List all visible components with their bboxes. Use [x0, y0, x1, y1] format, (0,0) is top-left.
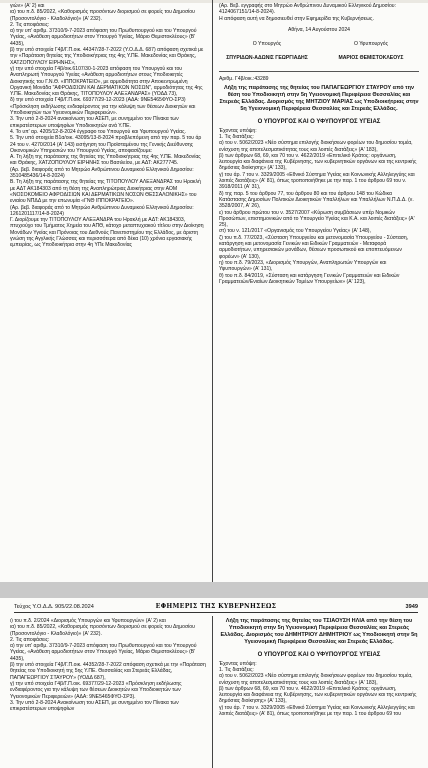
- paragraph: ζ) του π.δ. 77/2023, «Σύσταση Υπουργείου και μετονομασία Υπουργείου - Σύσταση, κατάργηση και μετονομασία Γενικών και Ειδικών Γραμματειών - Μεταφορά αρμοδιοτήτων, υπηρεσιακών μονάδων, θέσεων προσωπικού και εποπτευόμενων φορέων» (Α' 130),: [219, 234, 409, 260]
- paragraph: α) την υπ' αριθμ. 37310/9-7-2023 απόφαση του Πρωθυπουργού και του Υπουργού Υγείας, «Ανάθεση αρμοδιοτήτων στον Υπουργό Υγείας, Μάριο Θεμιστοκλέους» (Β' 4435),: [10, 28, 197, 47]
- issuing-authority: Ο ΥΠΟΥΡΓΟΣ ΚΑΙ Ο ΥΦΥΠΟΥΡΓΟΣ ΥΓΕΙΑΣ: [257, 651, 381, 658]
- paragraph: Γ. Διορίζουμε την ΤΙΤΟΠΟΥΛΟΥ ΑΛΕΞΑΝΔΡΑ του Ηρακλή με ΑΔΤ: ΑΚ184303, πτυχιούχο του Τμήματος Χημεία του ΑΠΘ, κάτοχο μεταπτυχιακού τίτλου στην Διοίκηση Μονάδων Υγείας και Πρόνοιας του Διεθνούς Πανεπιστημίου της Ελλάδος, με άριστη γνώση της Αγγλικής Γλώσσας και περισσότερα από δέκα (10) χρόνια εργασιακής εμπειρίας, ως Υποδιοικήτρια στην 4η ΥΠε Μακεδονίας: [10, 217, 204, 249]
- left-column: [10, 618, 206, 712]
- issuing-authority: Ο ΥΠΟΥΡΓΟΣ ΚΑΙ Ο ΥΦΥΠΟΥΡΓΟΣ ΥΓΕΙΑΣ: [257, 118, 381, 125]
- paragraph: Η απόφαση αυτή να δημοσιευθεί στην Εφημερίδα της Κυβερνήσεως.: [219, 15, 374, 22]
- column-divider: [212, 616, 213, 768]
- paragraph: γ) την υπό στοιχεία Γ4β/οικ.6107/30-1-2023 απόφαση του Υπουργού και του Αναπληρωτή Υπουργού Υγείας «Ανάθεση αρμοδιοτήτων στους Υποδιοικητές Διοικητικής του Γ.Ν.Θ. «ΙΠΠΟΚΡΑΤΕΙΟ», με αρμοδιότητα στην Αποκεντρωμένη Οργανική Μονάδα "ΑΦΡΟΔΙΣΙΩΝ ΚΑΙ ΔΕΡΜΑΤΙΚΩΝ ΝΟΣΩΝ", αρμοδιότητας της 4ης Υ.ΠΕ. Μακεδονίας και Θράκης, ΤΙΤΟΠΟΥΛΟΥ ΑΛΕΞΑΝΔΡΑΣ» (ΥΟΔΔ 73),: [10, 65, 203, 98]
- paragraph: β) την υπό στοιχεία Γ4β/Γ.Π.οικ. 44347/28-7-2022 (Υ.Ο.Δ.Δ. 687) απόφαση σχετικά με την «Παράταση θητείας της Υποδιοικήτριας της 4ης Υ.ΠΕ. Μακεδονίας και Θράκης, ΧΑΤΖΟΠΟΥΛΟΥ ΕΙΡΗΝΗΣ»,: [10, 47, 204, 66]
- decision-number: Αριθμ. Γ4β/οικ.:43289: [219, 75, 269, 82]
- paragraph: θ) του π.δ. 84/2019, «Σύσταση και κατάργηση Γενικών Γραμματειών και Ειδικών Γραμματειών/Ενιαίων Διοικητικών Τομέων Υπουργείων» (Α' 123),: [219, 272, 400, 285]
- paragraph: β) την υπό στοιχεία Γ4β/Γ.Π.οικ. 44352/28-7-2022 απόφαση σχετικά με την «Παράταση θητείας του Υποδιοικητή της 5ης Υ.ΠΕ. Θεσσαλίας και Στερεάς Ελλάδας, ΠΑΠΑΓΕΩΡΓΙΟΥ ΣΤΑΥΡΟΥ» (ΥΟΔΔ 687),: [10, 662, 206, 681]
- paragraph: 1. Τις διατάξεις:: [219, 134, 254, 140]
- paragraph: Β. Τη λήξη της παράτασης της θητείας της ΤΙΤΟΠΟΥΛΟΥ ΑΛΕΞΑΝΔΡΑΣ του Ηρακλή με ΑΔΤ ΑΚ184303 από τη θέση της Αναπληρώτριας Διοικήτριας στην ΑΟΜ «ΝΟΣΟΚΟΜΕΙΟ ΑΦΡΟΔΙΣΙΩΝ ΚΑΙ ΔΕΡΜΑΤΙΚΩΝ ΝΟΣΩΝ ΘΕΣΣΑΛΟΝΙΚΗΣ» του ενιαίου ΝΠΔΔ με την επωνυμία «ΓΝΘ ΙΠΠΟΚΡΑΤΕΙΟ».: [10, 179, 201, 205]
- right-column-body: [219, 128, 419, 285]
- paragraph: 2. Τις αποφάσεις:: [10, 21, 50, 28]
- right-column: [219, 618, 419, 717]
- paragraph: ια) του π.δ. 85/2022, «Καθορισμός προσόντων διορισμού σε φορείς του Δημοσίου (Προσοντολόγιο - Κλαδολόγιο)» (Α' 232).: [10, 9, 195, 22]
- paragraph: β) των άρθρων 68, 69, και 70 του ν. 4622/2019 «Επιτελικό Κράτος: οργάνωση, λειτουργία και διαφάνεια της Κυβέρνησης, των κυβερνητικών οργάνων και της κεντρικής δημόσιας διοίκησης» (Α' 133),: [219, 685, 417, 705]
- paragraph: 3. Την υπό 2-8-2024 Ανακοίνωση του ΑΣΕΠ, με συνημμένο τον Πίνακα των επικρατέστερων υποψηφίων: [10, 699, 179, 713]
- column-divider: [212, 0, 213, 582]
- signature-right-name: ΜΑΡΙΟΣ ΘΕΜΙΣΤΟΚΛΕΟΥΣ: [338, 55, 404, 62]
- paragraph: (Αρ. βεβ. διαφοράς από το Μητρώο Ανθρώπινου Δυναμικού Ελληνικού Δημοσίου: 3510485436/14-8-2024): [10, 166, 194, 180]
- paragraph: α) του ν. 5062/2023 «Νέο σύστημα επιλογής διοικήσεων φορέων του δημοσίου τομέα, ενίσχυση της αποτελεσματικότητας τους και λοιπές διατάξεις» (Α' 183),: [219, 673, 413, 686]
- paragraph: η) του π.δ. 79/2023, «Διορισμός Υπουργών, Αναπληρωτών Υπουργών και Υφυπουργών» (Α' 131),: [219, 259, 387, 273]
- paragraph: ι) του π.δ. 2/2024 «Διορισμός Υπουργών και Υφυπουργών» (Α' 2) και: [10, 618, 166, 624]
- paragraph: ε) του άρθρου πρώτου του ν. 3527/2007 «Κύρωση συμβάσεων υπέρ Νομικών Προσώπων, επιστημονικών από το Υπουργείο Υγείας και Κ.Α. και λοιπές διατάξεις» (Α' 25),: [219, 209, 415, 229]
- paragraph: δ) την υπό στοιχεία Γ4β/Γ.Π.οικ. 69377/29-12-2023 (ΑΔΑ: 9ΝΕ5465ΦΥΟ-ΣΡ3) «Πρόσκληση εκδήλωσης ενδιαφέροντος για την κάλυψη των θέσεων Διοικητών και Υποδιοικητών των Υγειονομικών Περιφερειών».: [10, 97, 196, 117]
- paragraph: ια) του π.δ. 85/2022, «Καθορισμός προσόντων διορισμού σε φορείς του Δημοσίου (Προσοντολόγιο - Κλαδολόγιο)» (Α' 232).: [10, 624, 195, 637]
- paragraph: στ) του ν. 121/2017 «Οργανισμός του Υπουργείου Υγείας» (Α' 148),: [219, 228, 371, 235]
- paragraph: 1. Τις διατάξεις:: [219, 666, 254, 673]
- paragraph: 5. Την υπό στοιχεία Β1α/οικ. 43095/13-8-2024 προβλεπόμενη από την παρ. 5 του άρ 24 του ν. 4270/2014 (Α' 143) εισήγηση του Προϊσταμένου της Γενικής Διεύθυνσης Οικονομικών Υπηρεσιών του Υπουργού Υγείας, αποφασίζουμε:: [10, 135, 202, 154]
- left-column: [10, 3, 206, 249]
- paragraph: Έχοντας υπόψη:: [219, 660, 257, 667]
- decision-title: [219, 618, 419, 646]
- paragraph: γ) την υπό στοιχεία Γ4β/Γ.Π.οικ. 69377/29-12-2023 «Πρόσκληση εκδήλωσης ενδιαφέροντος για την κάλυψη των θέσεων Διοικητών και Υποδιοικητών των Υγειονομικών Περιφερειών» (ΑΔΑ: 9ΝΕ5465ΦΥΟ-ΣΡ3).: [10, 680, 182, 700]
- issue-reference: Τεύχος Υ.Ο.Δ.Δ. 905/22.08.2024: [14, 604, 94, 610]
- gazette-masthead: ΕΦΗΜΕΡΙΣ ΤΗΣ ΚΥΒΕΡΝΗΣΕΩΣ: [155, 603, 277, 610]
- paragraph: (Αρ. Βεβ. εγγραφής στο Μητρώο Ανθρώπινου Δυναμικού Ελληνικού Δημοσίου: 4124067151/14-8-2024).: [219, 3, 396, 16]
- paragraph: γ) του άρ. 7 του ν. 3329/2005 «Εθνικό Σύστημα Υγείας και Κοινωνικής Αλληλεγγύης και λοιπές διατάξεις» (Α' 81), όπως τροποποιήθηκε με την παρ. 1 του άρθρου 69 του ν. 3918/2011 (Α' 31),: [219, 171, 415, 191]
- paragraph: Α. Τη λήξη της παράτασης της θητείας της Υποδιοικήτριας της 4ης Υ.ΠΕ. Μακεδονίας και Θράκης, ΧΑΤΖΟΠΟΥΛΟΥ ΕΙΡΗΝΗΣ του Βασιλείου, με ΑΔΤ: ΑΚ277745.: [10, 154, 201, 167]
- paragraph: γ) του άρ. 7 του ν. 3329/2005 «Εθνικό Σύστημα Υγείας και Κοινωνικής Αλληλεγγύης και λοιπές διατάξεις» (Α' 81), όπως τροποποιήθηκε με την παρ. 1 του άρθρου 69 του: [219, 704, 415, 717]
- paragraph: (Αρ. βεβ. διαφοράς από το Μητρώο Ανθρώπινου Δυναμικού Ελληνικού Δημοσίου: 1261201117/14-8-2024): [10, 204, 194, 217]
- right-column-top-paragraphs: [219, 3, 419, 22]
- paragraph: β) των άρθρων 68, 69, και 70 του ν. 4622/2019 «Επιτελικό Κράτος: οργάνωση, λειτουργία και διαφάνεια της Κυβέρνησης, των κυβερνητικών οργάνων και της κεντρικής δημόσιας διοίκησης» (Α' 133),: [219, 152, 417, 172]
- paragraph: Λήξη της παράτασης της θητείας του ΤΣΙΑΟΥΣΗ ΗΛΙΑ από την θέση του Υποδιοικητή στην 5η Υγειονομική Περιφέρεια Θεσσαλίας και Στερεάς Ελλάδας. Διορισμός του ΔΗΜΗΤΡΙΟΥ ΔΗΜΗΤΡΙΟΥ ως Υποδιοικητή στην 5η Υγειονομική Περιφέρεια Θεσσαλίας και Στερεάς Ελλάδας.: [220, 618, 418, 645]
- right-column: [219, 3, 419, 285]
- paragraph: Έχοντας υπόψη:: [219, 127, 257, 134]
- signature-right-role: Ο Υφυπουργός: [353, 41, 389, 48]
- paragraph: γιών» (Α' 2) και: [10, 3, 45, 9]
- gazette-page-lower: [0, 598, 428, 768]
- paragraph: α) την υπ' αριθμ. 37310/9-7-2023 απόφαση του Πρωθυπουργού και του Υπουργού Υγείας, «Ανάθεση αρμοδιοτήτων στον Υπουργό Υγείας, Μάριο Θεμιστοκλέους» (Β' 4435),: [10, 643, 197, 662]
- paragraph: δ) της παρ. 5 του άρθρου 77, του άρθρου 80 και του άρθρου 148 του Κώδικα Κατάστασης Δημοσίων Πολιτικών Διοικητικών Υπαλλήλων και Υπαλλήλων Ν.Π.Δ.Δ. (ν. 3528/2007, Α' 26),: [219, 190, 414, 210]
- decision-title: Λήξη της παράτασης της θητείας του ΠΑΠΑΓΕΩΡΓΙΟΥ ΣΤΑΥΡΟΥ από την θέση του Υποδιοικητή στην 5η Υγειονομική Περιφέρεια Θεσσαλίας και Στερεάς Ελλάδας. Διορισμός της ΜΗΤΖΙΟΥ ΜΑΡΙΑΣ ως Υποδιοικήτριας στην 5η Υγειονομική Περιφέρεια Θεσσαλίας και Στερεάς Ελλάδας.: [219, 85, 419, 112]
- paragraph: 3. Την υπό 2-8-2024 ανακοίνωση του ΑΣΕΠ, με συνημμένο τον Πίνακα των επικρατέστερων υποψηφίων Υποδιοικητών ανά Υ.ΠΕ.: [10, 116, 179, 129]
- signature-left-role: Ο Υπουργός: [252, 41, 282, 48]
- page-header: [14, 602, 418, 613]
- right-column-body: [219, 661, 419, 718]
- page-number: 3949: [405, 604, 418, 610]
- paragraph: 4. Το υπ' αρ. 4205/12-8-2024 έγγραφο του Υπουργού και Υφυπουργού Υγείας.: [10, 128, 186, 135]
- paragraph: α) του ν. 5062/2023 «Νέο σύστημα επιλογής διοικήσεων φορέων του δημοσίου τομέα, ενίσχυση της αποτελεσματικότητας τους και λοιπές διατάξεις» (Α' 183),: [219, 140, 413, 153]
- place-date: Αθήνα, 14 Αυγούστου 2024: [288, 26, 350, 33]
- signature-left-name: ΣΠΥΡΙΔΩΝ-ΑΔΩΝΙΣ ΓΕΩΡΓΙΑΔΗΣ: [226, 55, 308, 62]
- paragraph: 2. Τις αποφάσεις:: [10, 636, 50, 643]
